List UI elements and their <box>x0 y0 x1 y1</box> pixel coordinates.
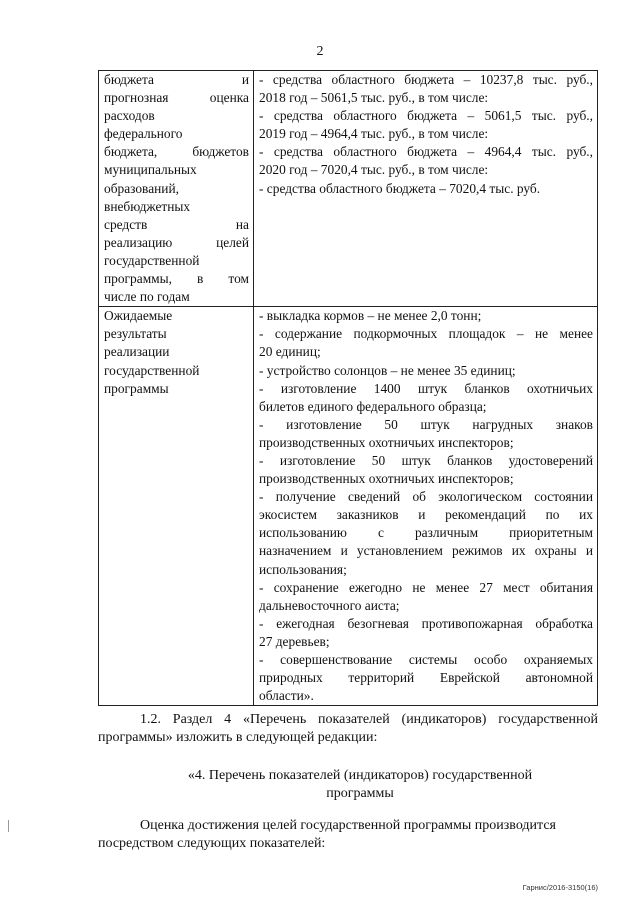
value-line: 20 единиц; <box>259 344 321 360</box>
document-code: Гарнис/2016-3150(16) <box>522 883 598 892</box>
label-line: федерального <box>104 126 183 142</box>
section-heading <box>150 767 570 803</box>
label-line: бюджета и <box>104 72 249 87</box>
value-line: - ежегодная безогневая противопожарная обработка <box>259 615 593 631</box>
value-line: использованию с различным приоритетным <box>259 525 593 541</box>
row-value-cell <box>254 71 598 307</box>
value-line: - средства областного бюджета – 7020,4 тыс. руб. <box>259 180 541 196</box>
label-line: муниципальных <box>104 162 197 178</box>
value-line: назначением и установлением режимов их охраны и <box>259 543 593 559</box>
value-line: природных территорий Еврейской автономной <box>259 670 593 686</box>
label-line: прогнозная оценка <box>104 90 249 106</box>
label-line: результаты <box>104 326 167 342</box>
label-line: бюджета, бюджетов <box>104 144 249 160</box>
section-heading-line: «4. Перечень показателей (индикаторов) государственной <box>187 768 533 783</box>
label-line: средств на <box>104 216 249 232</box>
value-line: - средства областного бюджета – 5061,5 тыс. руб., <box>259 108 593 124</box>
value-line: билетов единого федерального образца; <box>259 398 487 414</box>
value-line: - сохранение ежегодно не менее 27 мест обитания <box>259 579 593 595</box>
value-line: производственных охотничьих инспекторов; <box>259 434 514 450</box>
value-line: - изготовление 1400 штук бланков охотничьих <box>259 380 593 396</box>
page-number: 2 <box>316 44 324 59</box>
value-line: - выкладка кормов – не менее 2,0 тонн; <box>259 308 482 324</box>
label-line: образований, <box>104 180 179 196</box>
value-line: - получение сведений об экологическом состоянии <box>259 489 593 505</box>
value-line: 27 деревьев; <box>259 633 330 649</box>
value-line: производственных охотничьих инспекторов; <box>259 471 514 487</box>
body-paragraph: Оценка достижения целей государственной программы производится посредством следующих показателей: <box>98 818 556 851</box>
value-line: экосистем заказников и рекомендаций по их <box>259 507 593 523</box>
row-label-cell <box>99 307 254 706</box>
section-heading-line: программы <box>326 786 394 801</box>
label-line: числе по годам <box>104 289 190 305</box>
value-line: области». <box>259 688 314 704</box>
scan-artifact <box>8 820 9 832</box>
label-line: реализацию целей <box>104 234 249 250</box>
row-label-cell <box>99 71 254 307</box>
program-passport-table <box>98 70 598 706</box>
label-line: государственной <box>104 252 200 268</box>
value-line: - средства областного бюджета – 4964,4 тыс. руб., <box>259 144 593 160</box>
table-row <box>99 71 598 307</box>
value-line: - изготовление 50 штук нагрудных знаков <box>259 416 593 432</box>
label-line: реализации <box>104 344 170 360</box>
table-row <box>99 307 598 706</box>
value-line: - содержание подкормочных площадок – не менее <box>259 326 593 342</box>
amendment-paragraph: 1.2. Раздел 4 «Перечень показателей (индикаторов) государственной программы» изложить в следующей редакции: <box>98 712 598 745</box>
value-line: дальневосточного аиста; <box>259 597 400 613</box>
label-line: внебюджетных <box>104 198 191 214</box>
value-line: - совершенствование системы особо охраняемых <box>259 652 593 667</box>
value-line: 2019 год – 4964,4 тыс. руб., в том числе: <box>259 126 489 142</box>
value-line: использования; <box>259 561 347 577</box>
value-line: - изготовление 50 штук бланков удостоверений <box>259 452 593 468</box>
value-line: 2018 год – 5061,5 тыс. руб., в том числе: <box>259 90 489 106</box>
value-line: - устройство солонцов – не менее 35 единиц; <box>259 362 516 378</box>
value-line: 2020 год – 7020,4 тыс. руб., в том числе: <box>259 162 489 178</box>
label-line: Ожидаемые <box>104 308 173 324</box>
row-value-cell <box>254 307 598 706</box>
label-line: расходов <box>104 108 155 124</box>
value-line: - средства областного бюджета – 10237,8 тыс. руб., <box>259 72 593 87</box>
label-line: государственной <box>104 362 200 378</box>
label-line: программы, в том <box>104 271 249 287</box>
label-line: программы <box>104 380 169 396</box>
